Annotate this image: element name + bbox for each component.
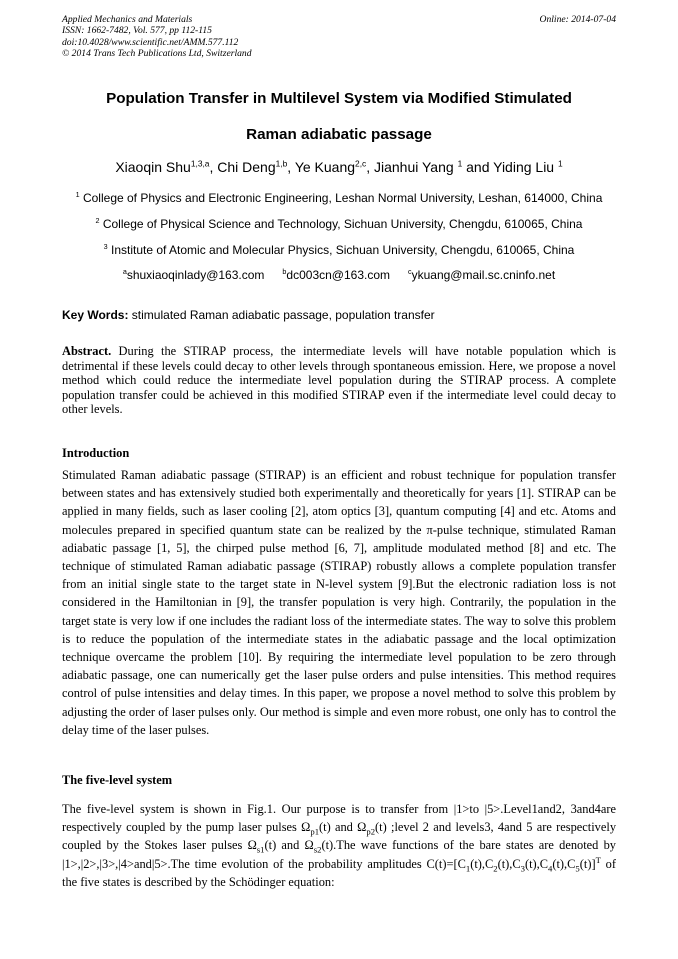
issn-line: ISSN: 1662-7482, Vol. 577, pp 112-115 [62, 25, 212, 37]
subscript: 4 [548, 863, 553, 874]
author-name: Jianhui Yang [374, 159, 454, 175]
author-list [62, 159, 616, 175]
keywords-label: Key Words: [62, 308, 129, 322]
text-run: (t),C [524, 856, 549, 871]
subscript: 3 [520, 863, 525, 874]
email-mark: a [122, 267, 127, 276]
text-run: (t) and Ω [264, 838, 314, 853]
affiliation-text: College of Physical Science and Technology, Sichuan University, Chengdu, 610065, China [102, 217, 583, 231]
subscript: p2 [366, 826, 376, 837]
text-run: (t),C [497, 856, 521, 871]
abstract-label: Abstract. [62, 344, 112, 358]
email-mark: c [408, 267, 412, 276]
author-affiliation-mark: 2,c [355, 158, 367, 169]
online-date: Online: 2014-07-04 [539, 14, 616, 25]
author-affiliation-mark: 1 [558, 158, 563, 169]
keywords-text: stimulated Raman adiabatic passage, population transfer [128, 308, 435, 322]
journal-header [62, 14, 616, 60]
author-affiliation-mark: 1,b [275, 158, 288, 169]
author-separator: , [287, 159, 295, 175]
text-run: (t).The wave functions of the bare states are denoted by |1>,|2>,|3>,|4>and|5>.The time evolution of the probability amplitudes C(t)=[C [62, 838, 616, 871]
text-run: (t)] [579, 856, 596, 871]
introduction-paragraph: Stimulated Raman adiabatic passage (STIRAP) is an efficient and robust technique for population transfer between states and has extensively studied both experimentally and theoretically for years [1]. STIRAP can be applied in many fields, such as laser cooling [2], atom optics [3], quantum computing [4] and etc. Atoms and molecules prepared in specified quantum state can be realized by the π-pulse technique, stimulated Raman adiabatic passage [1, 5], the chirped pulse method [6, 7], amplitude modulated method [8] and etc. The technique of stimulated Raman adiabatic passage (STIRAP) robustly allows a complete population transfer from an initial single state to the target state in N-level system [9].But the electronic radiation loss is not considered in the Hamiltonian in [9], the transfer population is very high. Contrarily, the population in the target state is very low if one includes the radiant loss of the intermediate states. The way to solve this problem is to reduce the population of the intermediate states in the adiabatic passage and the local optimization technique overcame the problem [10]. By requiring the intermediate level population to be zero through adiabatic passage, one can numerically get the laser pulse orders and pulse intensities. This method requires control of pulse intensities and delay times. In this paper, we propose a novel method to solve this problem by adjusting the order of laser pulses only. Our method is simple and even more robust, one only has to control the delay time of the laser pulses. [62, 468, 616, 737]
subscript: 5 [575, 863, 580, 874]
affiliation-mark: 1 [75, 190, 80, 199]
author-emails [62, 268, 616, 282]
affiliation-mark: 2 [95, 216, 100, 225]
author-separator: , [209, 159, 218, 175]
author-separator: , [366, 159, 374, 175]
doi-line: doi:10.4028/www.scientific.net/AMM.577.112 [62, 36, 239, 48]
text-run: of the five states is described by the Schödinger equation: [62, 856, 616, 889]
affiliation-mark: 3 [103, 242, 108, 251]
author-affiliation-mark: 1,3,a [190, 158, 210, 169]
email-mark: b [282, 267, 287, 276]
abstract-text: During the STIRAP process, the intermediate levels will have notable population which is detrimental if these levels could decay to other levels through spontaneous emission. Here, we propose a novel method which could reduce the intermediate level population during the STIRAP process. A complete population transfer could be achieved in this modified STIRAP even if the intermediate level could decay to other levels. [62, 344, 616, 417]
author-name: Chi Deng [217, 159, 276, 175]
copyright-line: © 2014 Trans Tech Publications Ltd, Switzerland [62, 48, 252, 60]
author-name: Ye Kuang [294, 159, 356, 175]
abstract [62, 344, 616, 417]
subscript: 1 [465, 863, 471, 874]
paper-title-line-1: Population Transfer in Multilevel System via Modified Stimulated [106, 90, 572, 107]
text-run: (t) ;level 2 and levels3, 4and 5 are respectively coupled by the Stokes laser pulses Ω [62, 820, 617, 853]
affiliation-2 [62, 217, 616, 231]
paper-title-line-2: Raman adiabatic passage [246, 126, 432, 143]
journal-name: Applied Mechanics and Materials [62, 14, 193, 25]
section-heading-five-level: The five-level system [62, 773, 173, 787]
subscript: p1 [310, 826, 320, 837]
email-address: shuxiaoqinlady@163.com [126, 268, 265, 282]
text-run: (t),C [470, 856, 494, 871]
text-run: (t),C [552, 856, 576, 871]
text-run: The five-level system is shown in Fig.1. Our purpose is to transfer from |1>to |5>.Level1and2, 3and4are respectively coupled by the pump laser pulses Ω [62, 802, 616, 835]
affiliation-1 [62, 191, 616, 205]
email-address: ykuang@mail.sc.cninfo.net [411, 268, 556, 282]
author-affiliation-mark: 1 [457, 158, 463, 169]
email-address: dc003cn@163.com [286, 268, 390, 282]
author-name: Yiding Liu [493, 159, 555, 175]
text-run: (t) and Ω [319, 820, 367, 835]
author-separator: and [462, 159, 494, 175]
subscript: s1 [256, 844, 265, 855]
five-level-paragraph [62, 800, 616, 891]
subscript: 2 [493, 863, 498, 874]
affiliation-text: College of Physics and Electronic Engineering, Leshan Normal University, Leshan, 614000, China [82, 191, 603, 205]
author-name: Xiaoqin Shu [115, 159, 191, 175]
subscript: s2 [313, 844, 322, 855]
keywords [62, 308, 616, 322]
affiliation-3 [62, 243, 616, 257]
affiliation-text: Institute of Atomic and Molecular Physics, Sichuan University, Chengdu, 610065, China [110, 243, 575, 257]
section-heading-introduction: Introduction [62, 446, 130, 460]
superscript: T [595, 854, 601, 865]
